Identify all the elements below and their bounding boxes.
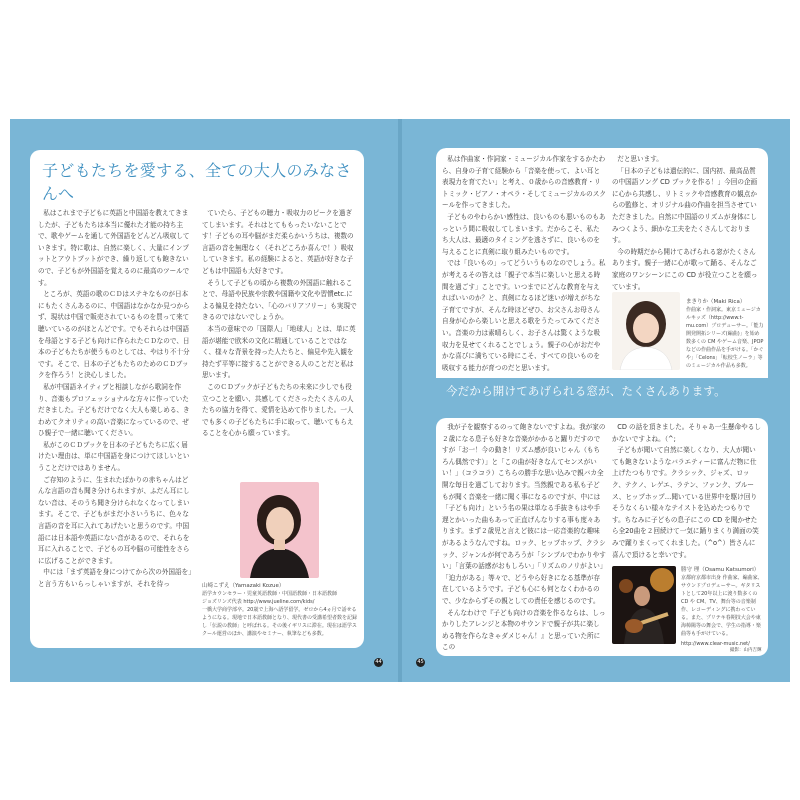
paragraph: 私がこのＣＤブックを日本の子どもたちに広く届けたい理由は、単に中国語を身につけてほしいということだけではありません。: [38, 440, 190, 473]
right-bottom-column-2: [612, 422, 762, 561]
paragraph: ところが、英語の歌のＣＤはステキなものが日本にもたくさんあるのに、中国語はなかなか見つからず、現状は中国で販売されているものを買って来て聴いているのがほとんどです。でもそれらは中国語を母語とする子ども向けに作られたＣＤなので、日本の子どもたちが使うものとしては、やはり不十分です。そこで、日本の子どもたちのためのＣＤブックを作ろう！と決心しました。: [38, 290, 190, 380]
caption-name: まきりか（Maki Rica）: [686, 299, 746, 305]
spine-gutter: [398, 119, 402, 682]
paragraph: 中には「まず英語を身につけてから次の外国語を」と言う方もいらっしゃいますが、それを待っ: [38, 568, 192, 588]
right-top-column-1: [442, 154, 606, 374]
caption-line: 一橋大学商学部卒。20歳で上海へ語学留学。ゼロから4ヵ月で話せるようになる。現地で日本語教師となり、現代書の受講希望者数を記録し「伝説の教師」と呼ばれる。その後イギリスに滞在。現在は語学スクール運営のほか、講演やセミナー、執筆なども多数。: [202, 607, 358, 637]
author-photo-maki: [612, 292, 680, 370]
caption-name: 山崎こずえ（Yamazaki Kozue）: [202, 583, 285, 589]
left-column-1: [38, 208, 194, 591]
page-number-left: 44: [375, 659, 382, 665]
paragraph: 私はこれまで子どもに英語と中国語を教えてきましたが、子どもたちは本当に優れた才能の持ち主で、歌やゲームを通して外国語をどんどん吸収していきます。特に歌は、自然に楽しく、大量にインプットとアウトプットができ、繰り返しても飽きないので、子どもが外国語を覚えるのに最高のツールです。: [38, 209, 190, 287]
paragraph: 我が子を観察するのって飽きないですよね。我が家の２歳になる息子も好きな音楽がかかると躍りだすのですが「お一！今の動き！リズム感が良いじゃん（もちろん偶然です）」と「この曲が好きなんてセンスがいい！」（コラコラ）こちらの勝手な思い込みで親バカ全開な毎日を過ごしております。当然親である私も子どもが聞く音楽を一緒に聞く事になるのですが、中には「子ども向け」という名の果は単なる手抜きもはや手遅とかいった曲もあって正直げんなりする事も度々あります。まず２歳児と言えど彼には一応音楽的な趣味があるようなんですね。ロック、ヒップホップ、クラシック、ジャンルが何であろうが「シンプルでわかりやすい」「言葉の話感がおもしろい」「リズムのノリがよい」「迫力がある」等々で、どうやら好きになる基準が存在しているようです。子ども心にも何となくわかるので、少なからずその親としての責任を感じるのです。: [442, 423, 606, 605]
left-column-2: [202, 208, 358, 440]
paragraph: 私は作曲家・作詞家・ミュージカル作家をするかたわら、自身の子育て経験から「音楽を使って、よい耳と表現力を育てたい」と考え、０歳からの音感教育・リトミック・ピアノ・オペラ・そしてミュージカルのスクールを作ってきました。: [442, 155, 606, 210]
author-photo-yamazaki: [240, 482, 319, 578]
paragraph: 今の時期だから開けてあげられる窓がたくさんあります。親子一緒に心が歌って踊る、そんなご家庭のワンシーンにこの CD が役立つことを願っています。: [612, 247, 758, 291]
left-page-card: [30, 150, 364, 648]
paragraph: そうして子どもの頃から複数の外国語に触れることで、母語や民族や宗教や国籍や文化や習慣etc.による偏見を持たない、「心のバリアフリー」も実現できるのではないでしょうか。: [202, 278, 357, 322]
right-page-heading: 今だから開けてあげられる窓が、たくさんあります。: [446, 384, 726, 398]
paragraph: このＣＤブックが子どもたちの未来に少しでも役立つことを願い、共感してくださったたくさんの人たちの協力を得て、愛情を込めて作りました。一人でも多くの子どもたちに手に取って、聴いてもらえることを心から願っています。: [202, 382, 354, 438]
paragraph: ご存知のように、生まれたばかりの赤ちゃんはどんな言語の音も聞き分けられますが、ふだん耳にしない音は、そのうち聞き分けられなくなってしまいます。そこで、子どもがまだ小さいうちに、色々な言語の音を耳に入れてあげたいと思うのです。中国語には日本語や英語にない音があるので、それらを耳に入れることで、子どもの耳や脳の可能性をさらに広げることができます。: [38, 475, 190, 565]
left-page-heading: 子どもたちを愛する、全ての大人のみなさんへ: [42, 161, 352, 203]
caption-line: 語学カウンセラー・児童英語教師・中国語教師・日本語教師: [202, 591, 338, 597]
paragraph: ていたら、子どもの聴力・吸収力のピークを過ぎてしまいます。それはとてももったいないことです！子どもの耳や脳がまだ柔らかいうちは、複数の言語の音を無理なく（それどころか喜んで！）吸収していきます。私の経験によると、英語が好きな子どもは中国語も大好きです。: [202, 209, 354, 275]
author-caption-katsumori: [681, 566, 765, 648]
right-bottom-column-1: [442, 422, 606, 654]
author-photo-katsumori: [612, 566, 676, 644]
right-page-top-card: [436, 148, 768, 404]
author-caption-maki: [686, 298, 764, 370]
paragraph: CD の話を頂きました。そりゃあ一生懸命やるしかないですよね。（^;: [612, 423, 761, 443]
caption-line: 作曲家・作詞家。東京ミュージカルキッズ（http://www.t-mu.com）プロデューサー。「能力開発開拓シリーズ(編曲)」を始め数多くの CM やゲーム音楽、JPOP などの作曲作品を手がける。「かぐや」「Celons」「転校生ノーラ」等のミュージカル作品も多数。: [686, 307, 764, 369]
paragraph: 本当の意味での「国際人」「地球人」とは、単に英語が堪能で欧米の文化に精通していることではなく、様々な背景を持った人たちと、偏見や先入観を持たず平等に接することができる人のことだと私は思います。: [202, 324, 356, 380]
paragraph: 「日本の子どもは遺伝的に、国内初、最高品質の中国語ソング CD ブックを作る！」今回の企画に心から共感し、リトミックや音感教育の観点からの監修と、オリジナル曲の作曲を担当させていただきました。自然に中国語のリズムが身体にしみつくよう、細かな工夫をたくさんしております。: [612, 166, 758, 245]
portrait-image: [612, 292, 680, 370]
paragraph: だと思います。: [617, 155, 663, 163]
right-top-column-2: [612, 154, 762, 293]
photo-credit: 撮影：山内吉輝: [730, 648, 762, 653]
caption-link: http://www.clear-music.net/: [681, 641, 750, 647]
paragraph: では「良いもの」ってどういうものなのでしょう。私が考えるその答えは「親子で本当に楽しいと思える時間を過ごす」ことです。いつまでにどんな教育を与えればいいのか？と、真剣になるほど迷いが増えがちな子育てですが、そんな時ほどぜひ、お父さんお母さん自身が心から楽しいと思える歌をうたってみてください。音楽の力は素晴らしく、お子さんは驚くような吸収力を見せてくれることでしょう。親子の心がおだやかな喜びに満ちている時にこそ、すべての良いものを吸収する能力が育つのだと思います。: [442, 259, 606, 372]
author-caption-yamazaki: [202, 582, 360, 638]
caption-name: 勝守 理（Osamu Katsumori）: [681, 567, 760, 573]
caption-line: ジョズリンズ代表 http://www.jueline.com/kids/: [202, 599, 315, 605]
paragraph: 子どもが聞いて自然に楽しくなり、大人が聞いても飽きないようなバラエティーに富んだ物に仕上げたつもりです。クラシック、ジャズ、ロック、テクノ、レゲエ、ラテン、ファンク、ブルース、ヒップホップ…聞いている世界中を駆け回りそうなくらい様々なテイストを込めたつもりです。ちなみに子どもの息子にこの CD を聞かせたら全20曲を２回続けて一気に踊りまくり満面の笑みで躍りまくってくれました。（^o^）皆さんに喜んで頂けると幸いです。: [612, 446, 759, 559]
page-number-right: 45: [417, 659, 424, 665]
paragraph: 私が中国語ネイティブと相談しながら歌詞を作り、音楽もプロフェッショナルな方々に作っていただきました。子どもだけでなく大人も楽しめる、きわめてクオリティの高い音楽になっているので、ぜひ親子で一緒に聴いてください。: [38, 382, 190, 438]
guitarist-image: [612, 566, 676, 644]
caption-line: 京都府京都市出身 作曲家、編曲家、サウンドプロデューサー。ギタリストとして20年以上に渡り数多くの CD や CM、TV、舞台等の音楽制作、レコーディングに携わっている。また、プリテキ春期技大会や東海樟陽等の舞会で、学生の指導・楽曲等も手がけている。: [681, 575, 763, 637]
paragraph: 子どものやわらかい感性は、良いものも悪いものもあっという間に吸収してしまいます。だからこそ、私たち大人は、最適のタイミングを逃さずに、良いものを与えることに真剣に取り組みたいものです。: [442, 212, 606, 256]
paragraph: そんなわけで『子ども向けの音楽を作るならは、しっかりしたアレンジと本物のサウンドで親子が共に楽しめる物を作らなきゃダメじゃん！』と思っていた所にこの: [442, 608, 606, 652]
right-page-bottom-card: [436, 418, 768, 656]
portrait-image: [240, 482, 319, 578]
